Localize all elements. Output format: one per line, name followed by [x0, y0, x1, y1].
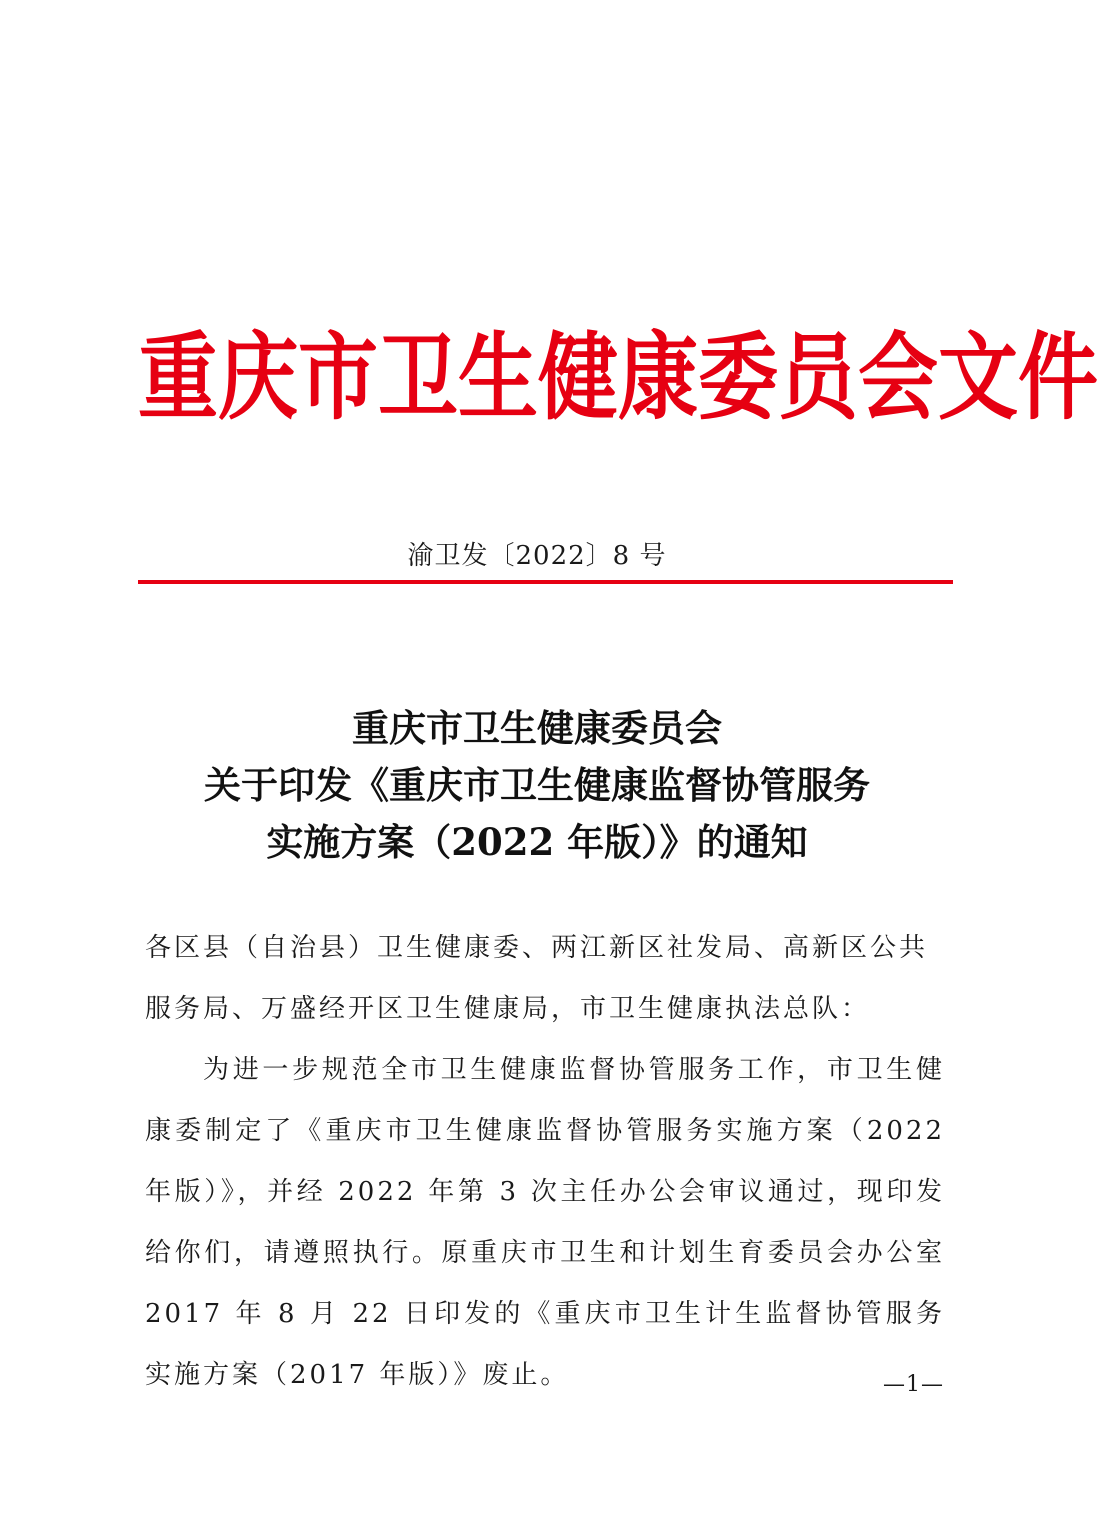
masthead-char: 卫	[378, 322, 458, 433]
addressee-paragraph: 各区县（自治县）卫生健康委、两江新区社发局、高新区公共服务局、万盛经开区卫生健康局，市卫生健康执法总队：	[145, 933, 929, 1024]
masthead-char: 员	[778, 322, 858, 433]
page-number: —1—	[883, 1372, 944, 1397]
masthead-char: 委	[698, 322, 778, 433]
masthead-char: 件	[1018, 322, 1098, 433]
masthead-char: 重	[138, 322, 218, 433]
masthead-char: 文	[938, 322, 1018, 433]
document-title	[0, 700, 1074, 871]
masthead-title	[138, 307, 1098, 449]
masthead-char: 生	[458, 322, 538, 433]
title-line-2: 关于印发《重庆市卫生健康监督协管服务	[204, 763, 870, 807]
red-divider-line	[138, 580, 953, 584]
title-line-1: 重庆市卫生健康委员会	[352, 706, 722, 750]
main-paragraph: 为进一步规范全市卫生健康监督协管服务工作，市卫生健康委制定了《重庆市卫生健康监督协管服务实施方案（2022 年版）》，并经 2022 年第 3 次主任办公会审议通过，现印发给你们，请遵照执行。原重庆市卫生和计划生育委员会办公室 2017 年 8 月 22 日印发的《重庆市卫生计生监督协管服务实施方案（2017 年版）》废止。	[145, 1055, 945, 1390]
masthead-char: 康	[618, 322, 698, 433]
document-body	[145, 918, 945, 1406]
masthead-char: 市	[298, 322, 378, 433]
title-line-3: 实施方案（2022 年版）》的通知	[266, 820, 808, 864]
document-number: 渝卫发〔2022〕8 号	[407, 541, 667, 571]
masthead-char: 健	[538, 322, 618, 433]
masthead-char: 会	[858, 322, 938, 433]
masthead-char: 庆	[218, 322, 298, 433]
